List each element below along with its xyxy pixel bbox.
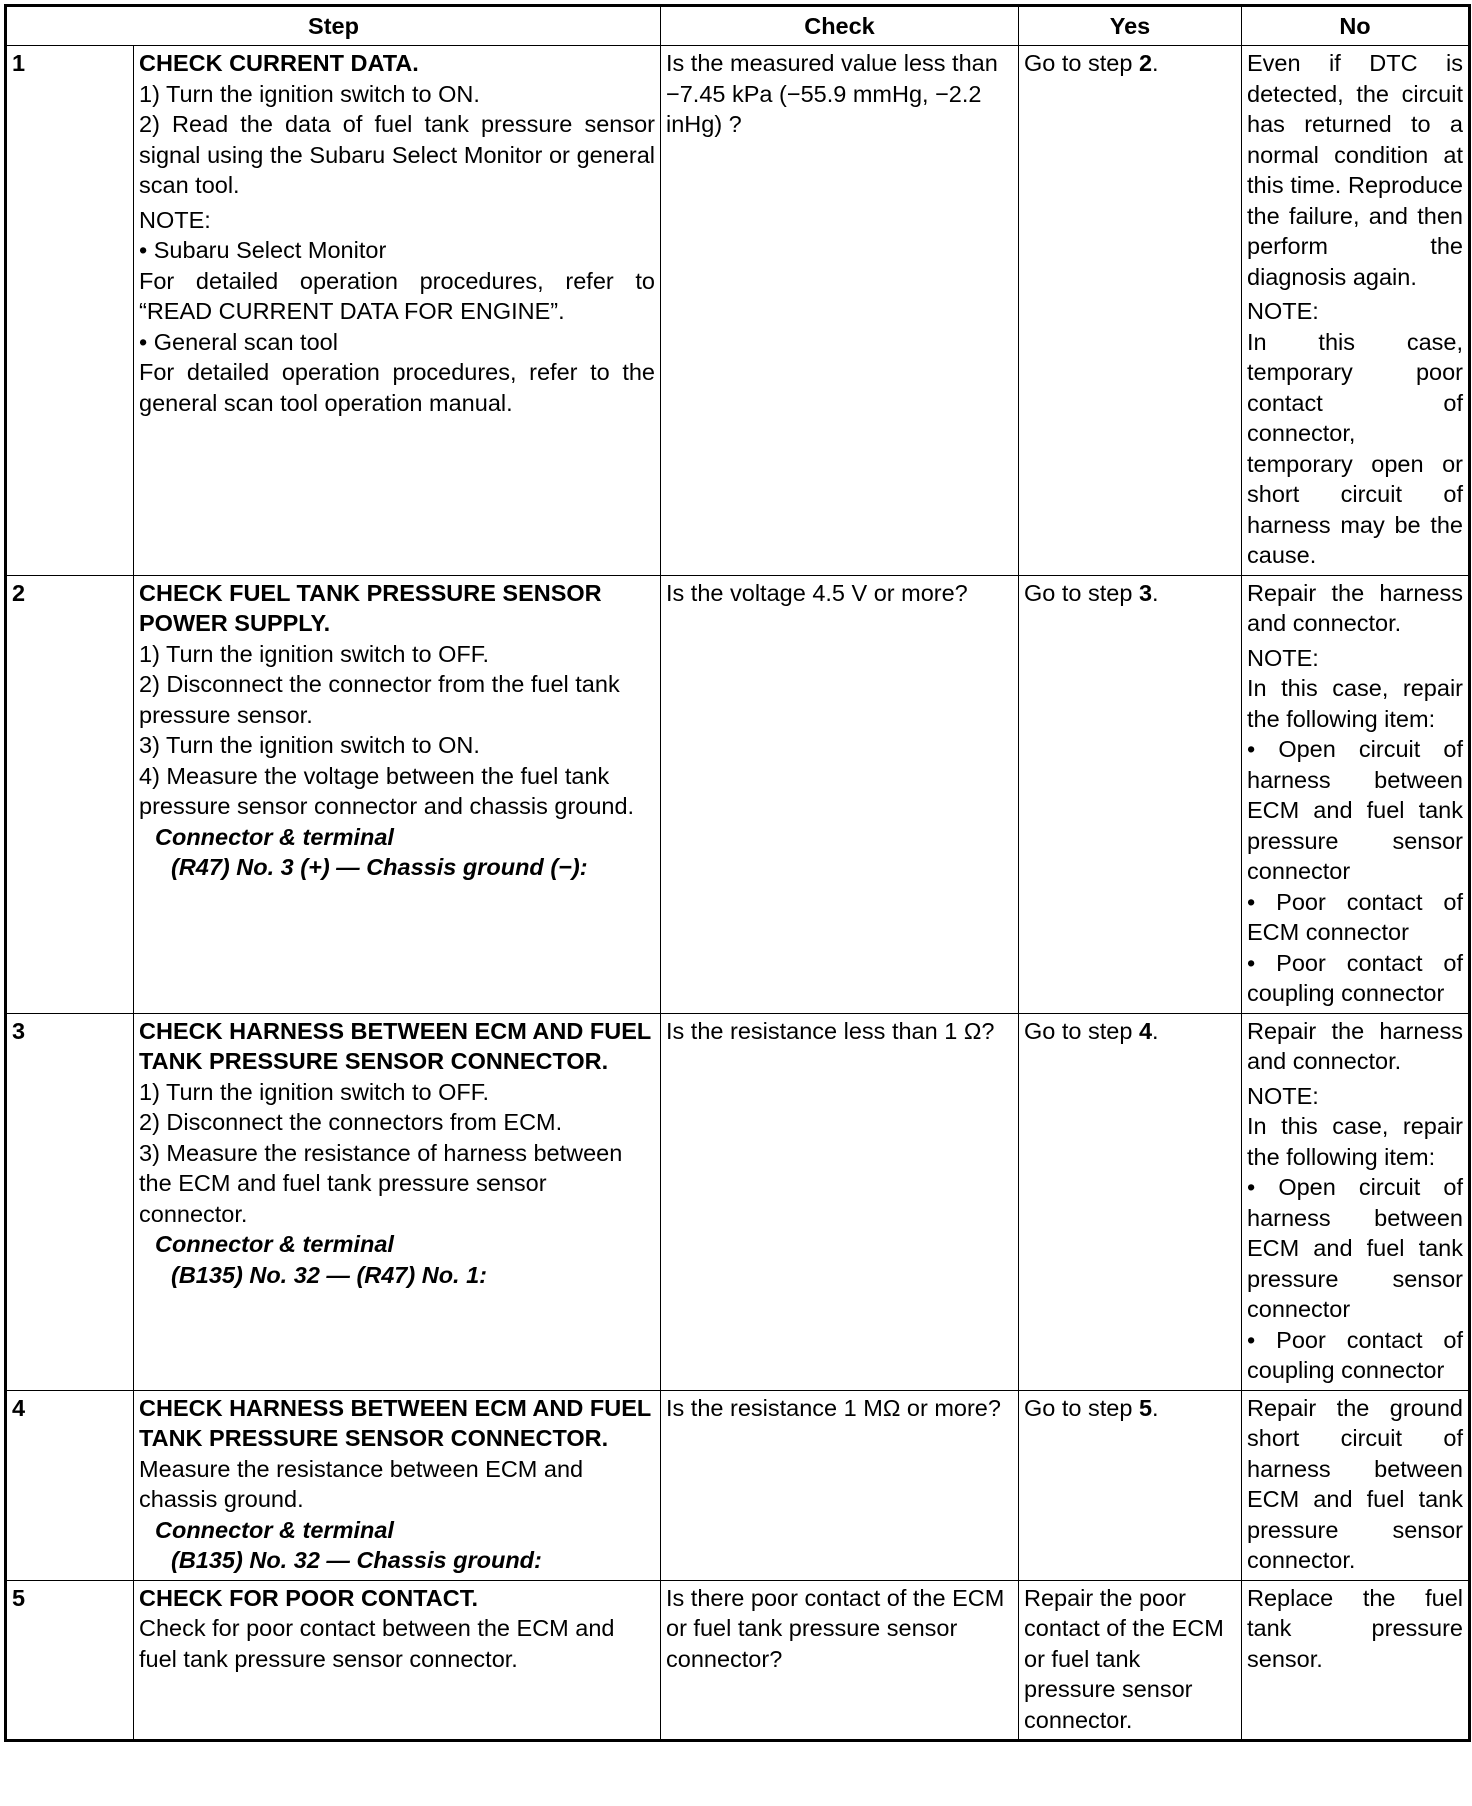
step-instruction: Check for poor contact between the ECM and fuel tank pressure sensor connector. — [139, 1615, 615, 1672]
yes-step-ref: 3 — [1138, 579, 1153, 606]
check-question: Is the resistance less than 1 Ω? — [661, 1013, 1019, 1390]
connector-label: Connector & terminal — [155, 1231, 394, 1257]
connector-value: (B135) No. 32 — Chassis ground: — [171, 1547, 542, 1573]
check-question: Is the voltage 4.5 V or more? — [661, 575, 1019, 1013]
step-number: 2 — [6, 575, 134, 1013]
yes-action — [1019, 575, 1242, 1013]
step-instruction: 1) Turn the ignition switch to ON. — [139, 80, 480, 107]
step-number: 4 — [6, 1390, 134, 1580]
no-item: • Open circuit of harness between ECM and fuel tank pressure sensor connector — [1247, 1174, 1463, 1322]
no-text: Repair the harness and connector. — [1247, 1017, 1463, 1074]
step-instruction: 2) Disconnect the connectors from ECM. — [139, 1109, 563, 1135]
step-title: CHECK FUEL TANK PRESSURE SENSOR POWER SUPPLY. — [139, 579, 602, 636]
yes-suffix: . — [1152, 1017, 1159, 1044]
step-number: 1 — [6, 46, 134, 576]
yes-prefix: Go to step — [1024, 50, 1139, 76]
no-item: • Open circuit of harness between ECM and fuel tank pressure sensor connector — [1247, 736, 1463, 884]
no-action — [1242, 46, 1470, 576]
step-description — [134, 1390, 661, 1580]
connector-value: (B135) No. 32 — (R47) No. 1: — [171, 1261, 488, 1288]
diagnostic-table — [4, 4, 1471, 1742]
step-instruction: 1) Turn the ignition switch to OFF. — [139, 1078, 490, 1105]
no-action — [1242, 1390, 1470, 1580]
connector-value: (R47) No. 3 (+) — Chassis ground (−): — [171, 854, 588, 880]
yes-action — [1019, 1013, 1242, 1390]
note-line: For detailed operation procedures, refer to “READ CURRENT DATA FOR ENGINE”. — [139, 267, 655, 324]
step-title: CHECK CURRENT DATA. — [139, 50, 419, 76]
no-note: In this case, repair the following item: — [1247, 675, 1463, 732]
no-note-label: NOTE: — [1247, 1082, 1319, 1109]
no-text: Repair the harness and connector. — [1247, 579, 1463, 636]
no-note-label: NOTE: — [1247, 644, 1319, 671]
check-question: Is the measured value less than −7.45 kPa (−55.9 mmHg, −2.2 inHg) ? — [661, 46, 1019, 576]
step-description — [134, 46, 661, 576]
no-text: Repair the ground short circuit of harness between ECM and fuel tank pressure sensor connector. — [1247, 1394, 1463, 1573]
step-number: 5 — [6, 1580, 134, 1741]
diagnostic-procedure-sheet — [4, 4, 1471, 1742]
table-row — [6, 46, 1470, 576]
connector-label: Connector & terminal — [155, 823, 394, 850]
no-note-label: NOTE: — [1247, 298, 1319, 324]
table-header-row — [6, 6, 1470, 46]
header-no: No — [1242, 6, 1470, 46]
header-yes: Yes — [1019, 6, 1242, 46]
no-action — [1242, 575, 1470, 1013]
check-question: Is there poor contact of the ECM or fuel tank pressure sensor connector? — [661, 1580, 1019, 1741]
step-description — [134, 575, 661, 1013]
table-row — [6, 575, 1470, 1013]
step-description — [134, 1013, 661, 1390]
step-title: CHECK HARNESS BETWEEN ECM AND FUEL TANK PRESSURE SENSOR CONNECTOR. — [139, 1017, 651, 1074]
yes-prefix: Go to step — [1024, 1394, 1139, 1421]
no-item: • Poor contact of coupling connector — [1247, 949, 1463, 1006]
step-instruction: 2) Read the data of fuel tank pressure sensor signal using the Subaru Select Monitor or general scan tool. — [139, 111, 655, 198]
step-number: 3 — [6, 1013, 134, 1390]
step-instruction: 2) Disconnect the connector from the fuel tank pressure sensor. — [139, 671, 620, 728]
step-instruction: 1) Turn the ignition switch to OFF. — [139, 640, 490, 667]
header-check: Check — [661, 6, 1019, 46]
yes-step-ref: 4 — [1138, 1017, 1153, 1044]
no-text: Even if DTC is detected, the circuit has returned to a normal condition at this time. Reproduce the failure, and then perform the diagnosis again. — [1247, 50, 1463, 290]
step-title: CHECK HARNESS BETWEEN ECM AND FUEL TANK PRESSURE SENSOR CONNECTOR. — [139, 1394, 651, 1451]
check-question: Is the resistance 1 MΩ or more? — [661, 1390, 1019, 1580]
step-title: CHECK FOR POOR CONTACT. — [139, 1584, 479, 1611]
note-label: NOTE: — [139, 206, 211, 233]
no-text: Replace the fuel tank pressure sensor. — [1247, 1584, 1463, 1672]
no-item: • Poor contact of coupling connector — [1247, 1326, 1463, 1383]
no-action — [1242, 1013, 1470, 1390]
no-note: In this case, repair the following item: — [1247, 1113, 1463, 1170]
row-spacer — [1247, 1674, 1463, 1716]
table-row — [6, 1390, 1470, 1580]
yes-action — [1019, 46, 1242, 576]
yes-suffix: . — [1152, 50, 1159, 76]
note-line: • General scan tool — [139, 328, 338, 355]
yes-prefix: Go to step — [1024, 1017, 1139, 1044]
connector-label: Connector & terminal — [155, 1516, 394, 1543]
yes-action: Repair the poor contact of the ECM or fuel tank pressure sensor connector. — [1019, 1580, 1242, 1741]
step-description — [134, 1580, 661, 1741]
no-item: • Poor contact of ECM connector — [1247, 888, 1463, 945]
step-instruction: 4) Measure the voltage between the fuel tank pressure sensor connector and chassis ground. — [139, 762, 635, 819]
yes-step-ref: 5 — [1138, 1394, 1153, 1421]
yes-action — [1019, 1390, 1242, 1580]
header-step: Step — [6, 6, 661, 46]
no-note: In this case, temporary poor contact of connector, temporary open or short circuit of harness may be the cause. — [1247, 328, 1463, 568]
note-line: • Subaru Select Monitor — [139, 237, 387, 263]
step-instruction: 3) Turn the ignition switch to ON. — [139, 732, 480, 758]
table-row — [6, 1013, 1470, 1390]
yes-suffix: . — [1152, 1394, 1159, 1421]
no-action — [1242, 1580, 1470, 1741]
step-instruction: Measure the resistance between ECM and chassis ground. — [139, 1455, 584, 1512]
yes-prefix: Go to step — [1024, 579, 1139, 606]
step-instruction: 3) Measure the resistance of harness between the ECM and fuel tank pressure sensor connector. — [139, 1139, 623, 1227]
note-line: For detailed operation procedures, refer to the general scan tool operation manual. — [139, 359, 655, 416]
table-row — [6, 1580, 1470, 1741]
yes-suffix: . — [1152, 579, 1159, 606]
yes-step-ref: 2 — [1138, 50, 1153, 76]
